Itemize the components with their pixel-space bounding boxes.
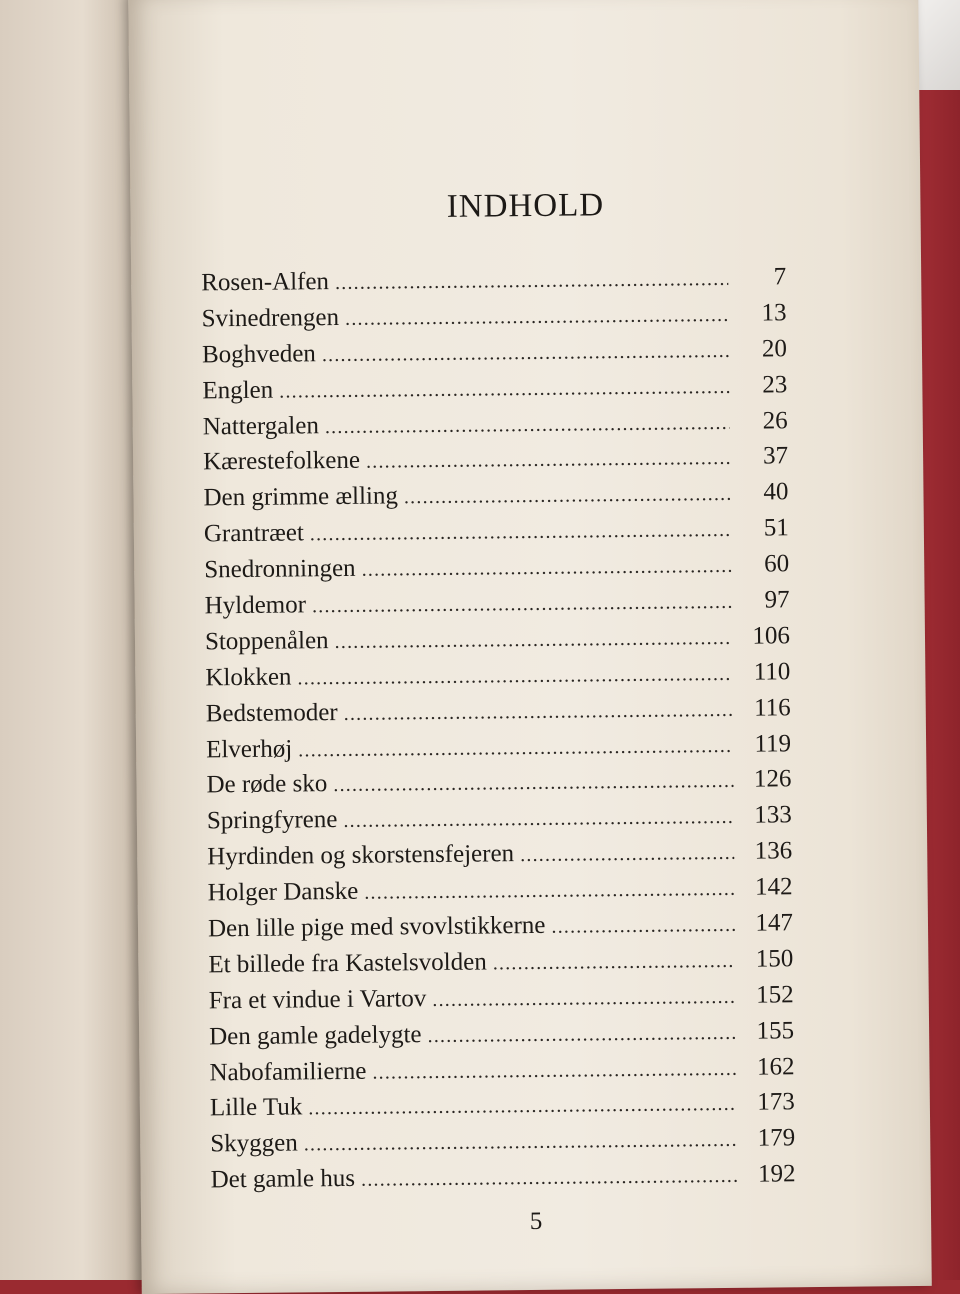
toc-entry-page: 126 [753,765,792,794]
toc-entry [204,582,789,624]
toc-dot-leader [312,585,732,625]
toc-entry-page: 119 [754,729,792,758]
toc-entry-title: Det gamle hus [210,1165,356,1194]
toc-entry-title: Hyrdinden og skorstensfejeren [207,840,515,871]
toc-dot-leader [325,405,730,445]
toc-dot-leader [432,980,736,1019]
toc-entry-title: Elverhøj [205,735,293,763]
toc-entry-title: Skyggen [210,1129,298,1158]
toc-entry-page: 106 [752,622,791,650]
toc-entry [209,977,794,1019]
toc-dot-leader [364,872,735,912]
toc-dot-leader [404,477,731,516]
toc-entry [209,1049,794,1091]
toc-entry-title: Den lille pige med svovlstikkerne [207,911,546,943]
toc-entry-page: 40 [763,478,789,506]
toc-entry-title: De røde sko [206,770,328,799]
toc-entry-page: 173 [757,1088,795,1117]
toc-entry [203,439,788,481]
toc-entry-title: Bedstemoder [205,698,338,728]
toc-entry [201,295,786,337]
toc-dot-leader [493,944,736,982]
toc-dot-leader [298,728,733,768]
toc-entry-title: Den grimme ælling [203,482,399,512]
toc-entry-title: Den gamle gadelygte [208,1020,422,1051]
toc-entry [209,1013,794,1055]
toc-entry [206,726,791,768]
toc-entry [203,403,788,445]
toc-entry-page: 152 [756,981,794,1009]
toc-entry-page: 155 [756,1016,795,1045]
toc-entry [210,1085,795,1127]
toc-entry-page: 110 [753,658,791,686]
toc-entry-page: 179 [757,1124,796,1153]
toc-entry-page: 51 [763,514,789,542]
toc-entry-title: Holger Danske [207,877,359,907]
page-title: INDHOLD [446,187,605,225]
toc-entry-title: Kærestefolkene [202,447,361,476]
toc-entry [207,834,792,876]
toc-entry-title: Rosen-Alfen [201,268,330,297]
toc-dot-leader [334,621,732,661]
toc-entry-page: 7 [773,263,787,291]
toc-entry [204,546,789,588]
toc-entry-page: 26 [762,406,788,435]
toc-entry-page: 116 [754,693,791,722]
toc-dot-leader [335,262,729,302]
toc-entry-page: 37 [762,442,789,471]
toc-entry-page: 162 [756,1052,795,1081]
toc-dot-leader [372,1051,736,1091]
toc-dot-leader [366,441,730,481]
toc-entry-title: Svinedrengen [201,303,340,333]
toc-entry [202,331,787,373]
toc-entry [202,367,787,409]
toc-entry [207,798,792,840]
toc-dot-leader [308,1087,737,1127]
toc-dot-leader [297,657,732,697]
toc-entry [206,690,791,732]
toc-entry-page: 13 [761,299,787,327]
toc-entry-page: 133 [754,801,792,830]
toc-entry-title: Stoppenålen [204,627,329,656]
toc-dot-leader [361,1159,738,1199]
toc-dot-leader [344,693,733,733]
book-page [128,0,932,1294]
toc-entry-page: 23 [762,370,788,399]
toc-entry [208,941,793,983]
toc-entry-title: Snedronningen [204,554,356,584]
toc-entry-page: 136 [754,837,793,865]
toc-entry [205,618,790,660]
toc-dot-leader [310,513,731,553]
toc-entry-title: Et billede fra Kastelsvolden [208,948,487,979]
toc-entry-title: Hyldemor [204,591,307,620]
toc-entry [205,654,790,696]
toc-entry-title: Springfyrene [206,806,338,835]
toc-entry [201,259,786,301]
toc-dot-leader [361,549,731,589]
toc-entry-title: Englen [202,376,274,405]
toc-entry [208,905,793,947]
page-number: 5 [529,1207,543,1236]
toc-entry-page: 60 [764,550,790,578]
toc-entry-title: Grantræet [203,519,304,548]
toc-dot-leader [427,1016,736,1055]
toc-dot-leader [551,908,735,946]
toc-entry-title: Nabofamilierne [209,1057,367,1086]
toc-dot-leader [345,298,729,338]
toc-entry [207,869,792,911]
toc-entry-title: Fra et vindue i Vartov [208,984,427,1015]
toc-entry [210,1157,795,1199]
toc-entry-page: 150 [755,945,794,973]
toc-entry-page: 192 [757,1160,796,1188]
toc-dot-leader [322,334,729,374]
toc-entry-title: Lille Tuk [209,1093,303,1122]
toc-dot-leader [520,836,734,874]
toc-entry [203,475,788,517]
toc-entry-page: 97 [764,586,790,614]
toc-dot-leader [333,764,734,804]
toc-entry [204,511,789,553]
toc-entry-title: Boghveden [201,340,317,369]
toc-entry-page: 20 [761,335,788,363]
toc-dot-leader [304,1123,738,1163]
toc-entry-title: Klokken [205,663,292,692]
toc-entry [206,762,791,804]
toc-entry-page: 147 [755,909,794,937]
toc-entry-title: Nattergalen [202,411,320,440]
toc-entry [210,1121,795,1163]
table-of-contents [201,259,796,1198]
toc-entry-page: 142 [754,873,793,901]
toc-dot-leader [279,370,730,411]
toc-dot-leader [343,800,734,840]
